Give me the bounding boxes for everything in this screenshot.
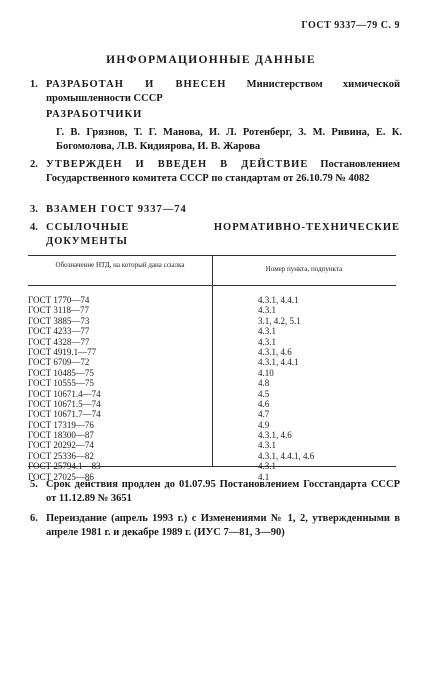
developers-list: Г. В. Грязнов, Т. Г. Манова, И. Л. Ротенберг, З. М. Ривина, Е. К. Богомолова, Л.В. Кидиярова, И. В. Жарова <box>56 127 402 152</box>
item-body: Министерством химической промышленности СССР <box>46 79 400 104</box>
item-number: 4. <box>30 222 38 233</box>
item-number: 6. <box>30 513 38 524</box>
item-caps: РАЗРАБОТАН И ВНЕСЕН <box>46 79 227 90</box>
item-number: 1. <box>30 79 38 90</box>
item-caps: УТВЕРЖДЕН И ВВЕДЕН В ДЕЙСТВИЕ <box>46 159 309 170</box>
item-caps: ВЗАМЕН ГОСТ 9337—74 <box>46 204 187 215</box>
table-row <box>28 326 396 336</box>
info-item-4 <box>30 221 400 249</box>
info-item-3 <box>30 203 400 217</box>
table-row <box>28 357 396 367</box>
item-number: 5. <box>30 479 38 490</box>
info-item-1 <box>30 78 400 106</box>
info-item-6 <box>30 512 400 540</box>
row-clause: 3.1, 4.2, 5.1 <box>258 315 301 326</box>
info-item-2 <box>30 158 400 186</box>
table-row <box>28 368 396 378</box>
item-text <box>46 158 400 186</box>
page-title: ИНФОРМАЦИОННЫЕ ДАННЫЕ <box>106 54 316 66</box>
info-item-5 <box>30 478 400 506</box>
table-header-clause: Номер пункта, подпункта <box>265 265 343 273</box>
row-document: ГОСТ 6709—72 <box>28 357 90 368</box>
row-document: ГОСТ 17319—76 <box>28 419 94 430</box>
row-clause: 4.1 <box>258 471 270 482</box>
row-document: ГОСТ 3885—73 <box>28 315 90 326</box>
row-document: ГОСТ 27025—86 <box>28 471 94 482</box>
table-row <box>28 389 396 399</box>
table-row <box>28 451 396 461</box>
row-clause: 4.3.1, 4.4.1 <box>258 357 299 368</box>
row-document: ГОСТ 25336—82 <box>28 450 94 461</box>
item-text <box>46 78 400 106</box>
table-row <box>28 430 396 440</box>
item-number: 2. <box>30 159 38 170</box>
table-header-document: Обозначение НТД, на который дана ссылка <box>55 261 185 269</box>
row-clause: 4.9 <box>258 419 270 430</box>
item-number: 3. <box>30 204 38 215</box>
row-document: ГОСТ 10671.4—74 <box>28 388 101 399</box>
table-row <box>28 347 396 357</box>
reference-table <box>28 255 396 482</box>
row-document: ГОСТ 1770—74 <box>28 295 90 305</box>
row-document: ГОСТ 18300—87 <box>28 430 94 441</box>
table-row <box>28 420 396 430</box>
page-header: ГОСТ 9337—79 С. 9 <box>301 20 400 31</box>
row-clause: 4.3.1, 4.4.1 <box>258 295 299 305</box>
table-row <box>28 295 396 305</box>
row-clause: 4.3.1, 4.4.1, 4.6 <box>258 450 315 461</box>
row-clause: 4.10 <box>258 367 274 378</box>
table-row <box>28 461 396 471</box>
row-clause: 4.6 <box>258 398 270 409</box>
developers-heading: РАЗРАБОТЧИКИ <box>46 109 143 120</box>
row-clause: 4.3.1, 4.6 <box>258 430 292 441</box>
row-document: ГОСТ 4919.1—77 <box>28 346 97 357</box>
row-document: ГОСТ 4233—77 <box>28 326 90 337</box>
row-clause: 4.3.1 <box>258 326 276 337</box>
item-body: Переиздание (апрель 1993 г.) с Изменениями № 1, 2, утвержденными в апреле 1981 г. и декабре 1989 г. (ИУС 7—81, 3—90) <box>46 513 400 538</box>
row-document: ГОСТ 4328—77 <box>28 336 90 347</box>
row-clause: 4.3.1 <box>258 336 276 347</box>
row-document: ГОСТ 25794.1—83 <box>28 461 101 472</box>
row-document: ГОСТ 3118—77 <box>28 305 90 316</box>
row-document: ГОСТ 10671.5—74 <box>28 398 101 409</box>
row-clause: 4.8 <box>258 378 270 389</box>
table-row <box>28 305 396 315</box>
table-body <box>28 295 396 482</box>
item-body: Срок действия продлен до 01.07.95 Постановлением Госстандарта СССР от 11.12.89 № 3651 <box>46 479 400 504</box>
table-row <box>28 337 396 347</box>
table-row <box>28 316 396 326</box>
row-clause: 4.3.1, 4.6 <box>258 346 292 357</box>
row-document: ГОСТ 20292—74 <box>28 440 94 451</box>
row-clause: 4.7 <box>258 409 270 420</box>
row-clause: 4.3.1 <box>258 305 276 316</box>
row-document: ГОСТ 10485—75 <box>28 367 94 378</box>
row-clause: 4.3.1 <box>258 440 276 451</box>
row-document: ГОСТ 10555—75 <box>28 378 94 389</box>
table-row <box>28 440 396 450</box>
item-body: Постановлением Государственного комитета СССР по стандартам от 26.10.79 № 4082 <box>46 159 400 184</box>
table-row <box>28 409 396 419</box>
row-clause: 4.3.1 <box>258 461 276 472</box>
row-clause: 4.5 <box>258 388 270 399</box>
table-row <box>28 378 396 388</box>
row-document: ГОСТ 10671.7—74 <box>28 409 101 420</box>
table-row <box>28 399 396 409</box>
item-caps: ССЫЛОЧНЫЕ НОРМАТИВНО-ТЕХНИЧЕСКИЕ ДОКУМЕНТЫ <box>46 222 400 247</box>
